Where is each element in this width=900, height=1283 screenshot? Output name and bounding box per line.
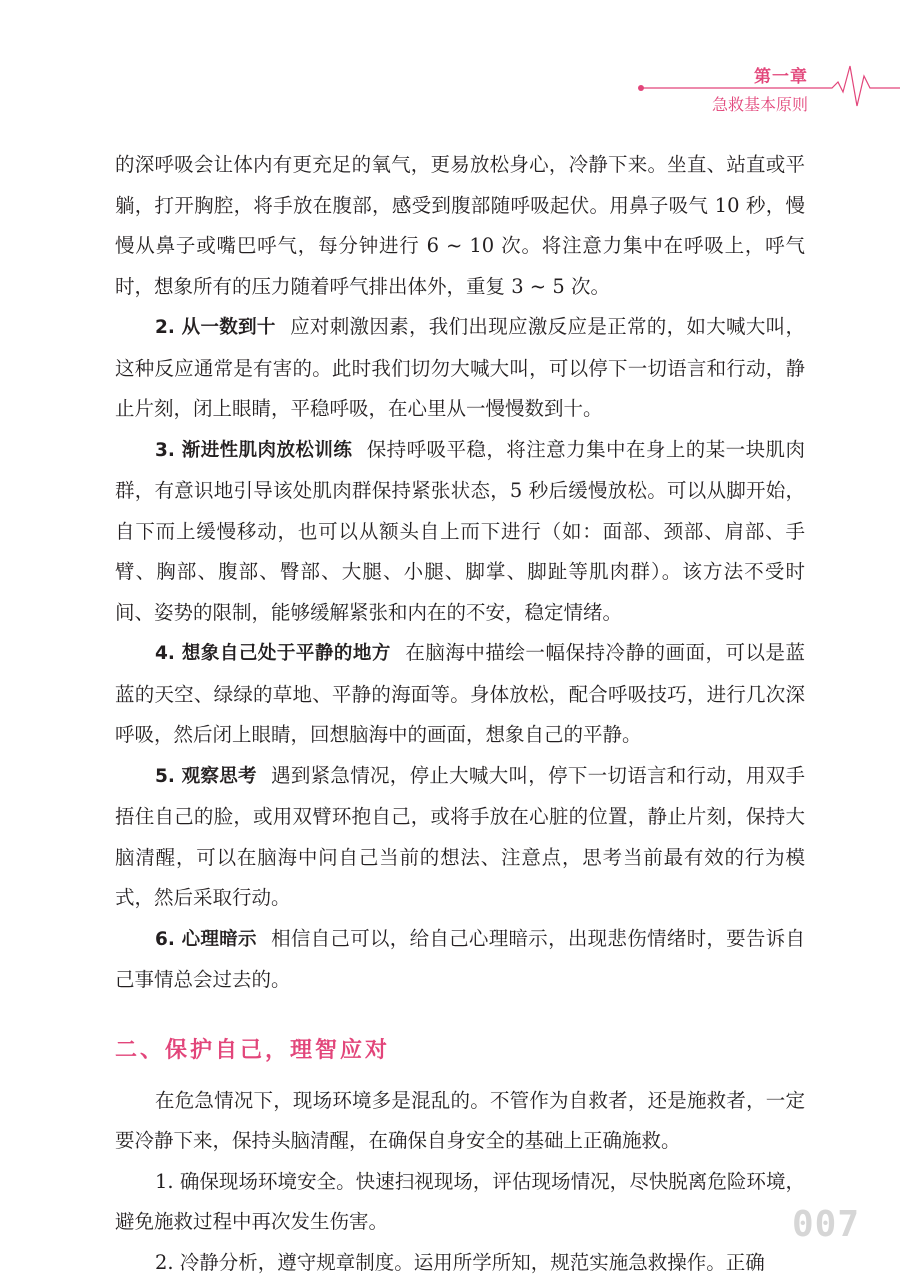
body-paragraph: 1. 确保现场环境安全。快速扫视现场，评估现场情况，尽快脱离危险环境，避免施救过程中再次发生伤害。 bbox=[115, 1162, 805, 1243]
page-body bbox=[115, 145, 805, 1283]
page-number: 007 bbox=[792, 1204, 860, 1245]
item-lead: 6. 心理暗示 bbox=[155, 929, 257, 950]
chapter-header bbox=[0, 62, 900, 122]
item-text: 遇到紧急情况，停止大喊大叫，停下一切语言和行动，用双手捂住自己的脸，或用双臂环抱自己，或将手放在心脏的位置，静止片刻，保持大脑清醒，可以在脑海中问自己当前的想法、注意点，思考当前最有效的行为模式，然后采取行动。 bbox=[115, 764, 805, 910]
body-paragraph: 2. 冷静分析，遵守规章制度。运用所学所知，规范实施急救操作。正确 bbox=[115, 1243, 805, 1283]
body-paragraph: 在危急情况下，现场环境多是混乱的。不管作为自救者，还是施救者，一定要冷静下来，保持头脑清醒，在确保自身安全的基础上正确施救。 bbox=[115, 1081, 805, 1162]
body-paragraph bbox=[115, 430, 805, 634]
body-paragraph bbox=[115, 307, 805, 430]
item-lead: 5. 观察思考 bbox=[155, 766, 257, 787]
body-paragraph bbox=[115, 633, 805, 756]
item-text: 应对刺激因素，我们出现应激反应是正常的，如大喊大叫，这种反应通常是有害的。此时我们切勿大喊大叫，可以停下一切语言和行动，静止片刻，闭上眼睛，平稳呼吸，在心里从一慢慢数到十。 bbox=[115, 315, 805, 420]
item-text: 在脑海中描绘一幅保持冷静的画面，可以是蓝蓝的天空、绿绿的草地、平静的海面等。身体放松，配合呼吸技巧，进行几次深呼吸，然后闭上眼睛，回想脑海中的画面，想象自己的平静。 bbox=[115, 641, 805, 746]
item-lead: 3. 渐进性肌肉放松训练 bbox=[155, 440, 352, 461]
chapter-number: 第一章 bbox=[754, 62, 808, 87]
body-paragraph bbox=[115, 919, 805, 1001]
body-paragraph: 的深呼吸会让体内有更充足的氧气，更易放松身心，冷静下来。坐直、站直或平躺，打开胸腔，将手放在腹部，感受到腹部随呼吸起伏。用鼻子吸气 10 秒，慢慢从鼻子或嘴巴呼气，每分钟进行 6 ~ 10 次。将注意力集中在呼吸上，呼气时，想象所有的压力随着呼气排出体外，重复 3 ~ 5 次。 bbox=[115, 145, 805, 307]
item-lead: 2. 从一数到十 bbox=[155, 317, 276, 338]
item-lead: 4. 想象自己处于平静的地方 bbox=[155, 643, 391, 664]
item-text: 相信自己可以，给自己心理暗示，出现悲伤情绪时，要告诉自己事情总会过去的。 bbox=[115, 927, 805, 992]
body-paragraph bbox=[115, 756, 805, 919]
section-heading: 二、保护自己，理智应对 bbox=[115, 1031, 805, 1071]
chapter-title: 急救基本原则 bbox=[712, 92, 808, 115]
item-text: 保持呼吸平稳，将注意力集中在身上的某一块肌肉群，有意识地引导该处肌肉群保持紧张状态，5 秒后缓慢放松。可以从脚开始，自下而上缓慢移动，也可以从额头自上而下进行（如：面部、颈部、肩部、手臂、胸部、腹部、臀部、大腿、小腿、脚掌、脚趾等肌肉群）。该方法不受时间、姿势的限制，能够缓解紧张和内在的不安，稳定情绪。 bbox=[115, 438, 805, 624]
